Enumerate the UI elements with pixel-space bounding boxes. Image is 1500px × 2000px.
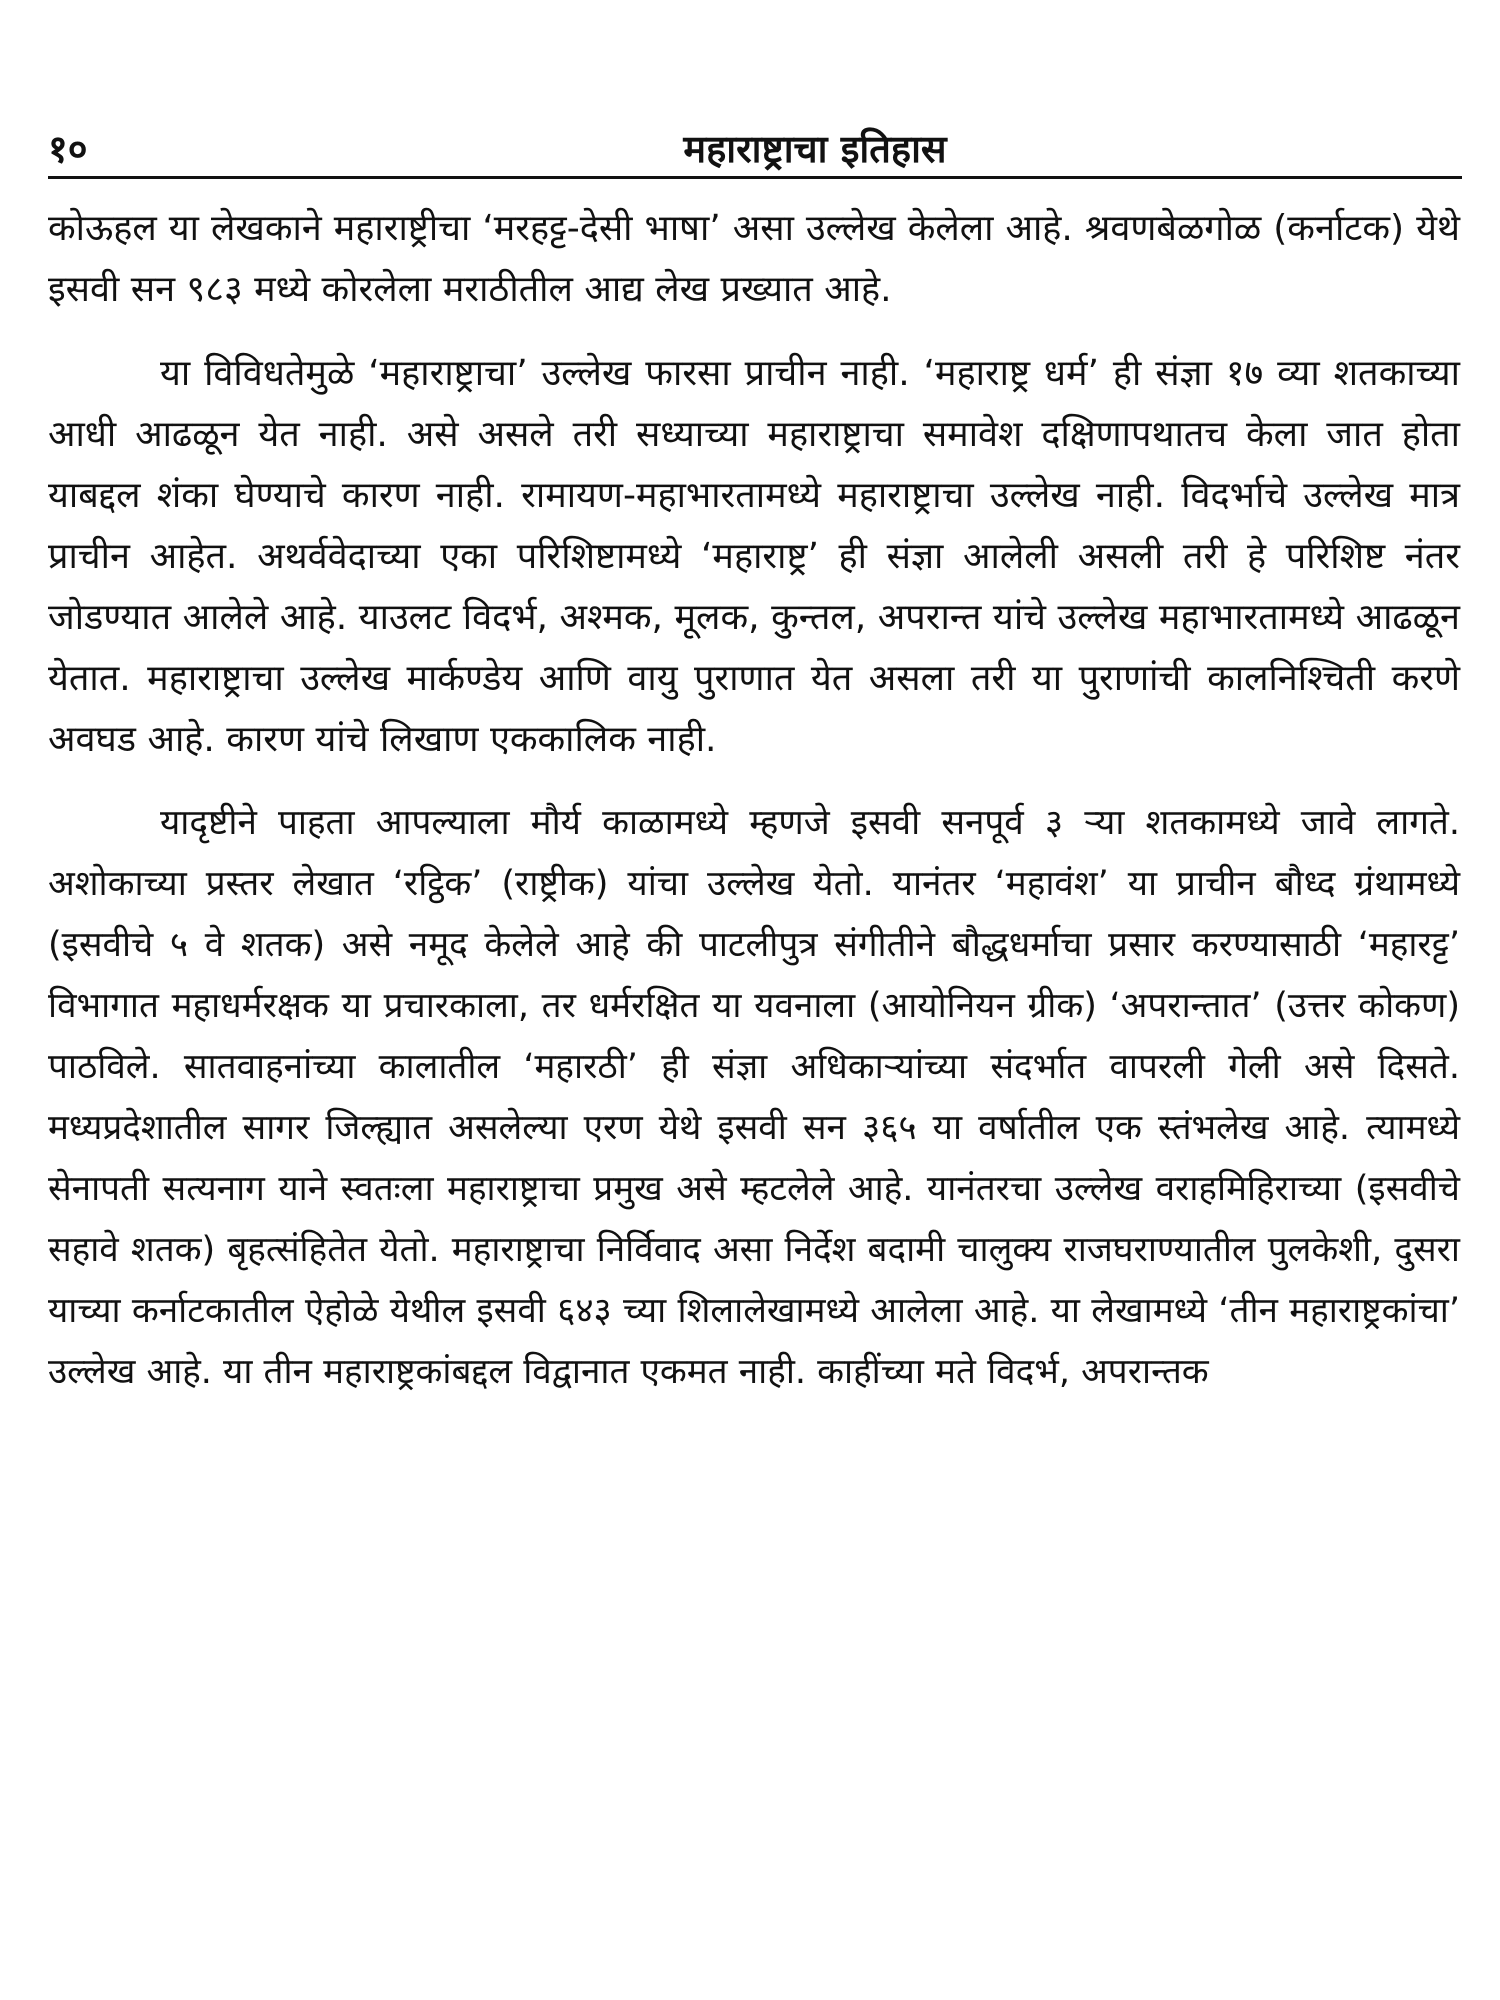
header-rule: [48, 176, 1462, 179]
paragraph-3: यादृष्टीने पाहता आपल्याला मौर्य काळामध्ये म्हणजे इसवी सनपूर्व ३ ऱ्या शतकामध्ये जावे लागते. अशोकाच्या प्रस्तर लेखात ‘रट्ठिक’ (राष्ट्रीक) यांचा उल्लेख येतो. यानंतर ‘महावंश’ या प्राचीन बौध्द ग्रंथामध्ये (इसवीचे ५ वे शतक) असे नमूद केलेले आहे की पाटलीपुत्र संगीतीने बौद्धधर्माचा प्रसार करण्यासाठी ‘महारट्ट’ विभागात महाधर्मरक्षक या प्रचारकाला, तर धर्मरक्षित या यवनाला (आयोनियन ग्रीक) ‘अपरान्तात’ (उत्तर कोकण) पाठविले. सातवाहनांच्या कालातील ‘महारठी’ ही संज्ञा अधिकाऱ्यांच्या संदर्भात वापरली गेली असे दिसते. मध्यप्रदेशातील सागर जिल्ह्यात असलेल्या एरण येथे इसवी सन ३६५ या वर्षातील एक स्तंभलेख आहे. त्यामध्ये सेनापती सत्यनाग याने स्वतःला महाराष्ट्राचा प्रमुख असे म्हटलेले आहे. यानंतरचा उल्लेख वराहमिहिराच्या (इसवीचे सहावे शतक) बृहत्संहितेत येतो. महाराष्ट्राचा निर्विवाद असा निर्देश बदामी चालुक्य राजघराण्यातील पुलकेशी, दुसरा याच्या कर्नाटकातील ऐहोळे येथील इसवी ६४३ च्या शिलालेखामध्ये आलेला आहे. या लेखामध्ये ‘तीन महाराष्ट्रकांचा’ उल्लेख आहे. या तीन महाराष्ट्रकांबद्दल विद्वानात एकमत नाही. काहींच्या मते विदर्भ, अपरान्तक: [48, 803, 1460, 1392]
paragraph-1: कोऊहल या लेखकाने महाराष्ट्रीचा ‘मरहट्ट-देसी भाषा’ असा उल्लेख केलेला आहे. श्रवणबेळगोळ (कर्नाटक) येथे इसवी सन ९८३ मध्ये कोरलेला मराठीतील आद्य लेख प्रख्यात आहे.: [48, 208, 1460, 310]
running-title: महाराष्ट्राचा इतिहास: [683, 127, 947, 171]
paragraph-2: या विविधतेमुळे ‘महाराष्ट्राचा’ उल्लेख फारसा प्राचीन नाही. ‘महाराष्ट्र धर्म’ ही संज्ञा १७ व्या शतकाच्या आधी आढळून येत नाही. असे असले तरी सध्याच्या महाराष्ट्राचा समावेश दक्षिणापथातच केला जात होता याबद्दल शंका घेण्याचे कारण नाही. रामायण-महाभारतामध्ये महाराष्ट्राचा उल्लेख नाही. विदर्भाचे उल्लेख मात्र प्राचीन आहेत. अथर्ववेदाच्या एका परिशिष्टामध्ये ‘महाराष्ट्र’ ही संज्ञा आलेली असली तरी हे परिशिष्ट नंतर जोडण्यात आलेले आहे. याउलट विदर्भ, अश्मक, मूलक, कुन्तल, अपरान्त यांचे उल्लेख महाभारतामध्ये आढळून येतात. महाराष्ट्राचा उल्लेख मार्कण्डेय आणि वायु पुराणात येत असला तरी या पुराणांची कालनिश्चिती करणे अवघड आहे. कारण यांचे लिखाण एककालिक नाही.: [48, 353, 1460, 760]
page-number: १०: [48, 127, 88, 171]
page-header: [48, 120, 1462, 178]
body-text: [48, 198, 1460, 1426]
